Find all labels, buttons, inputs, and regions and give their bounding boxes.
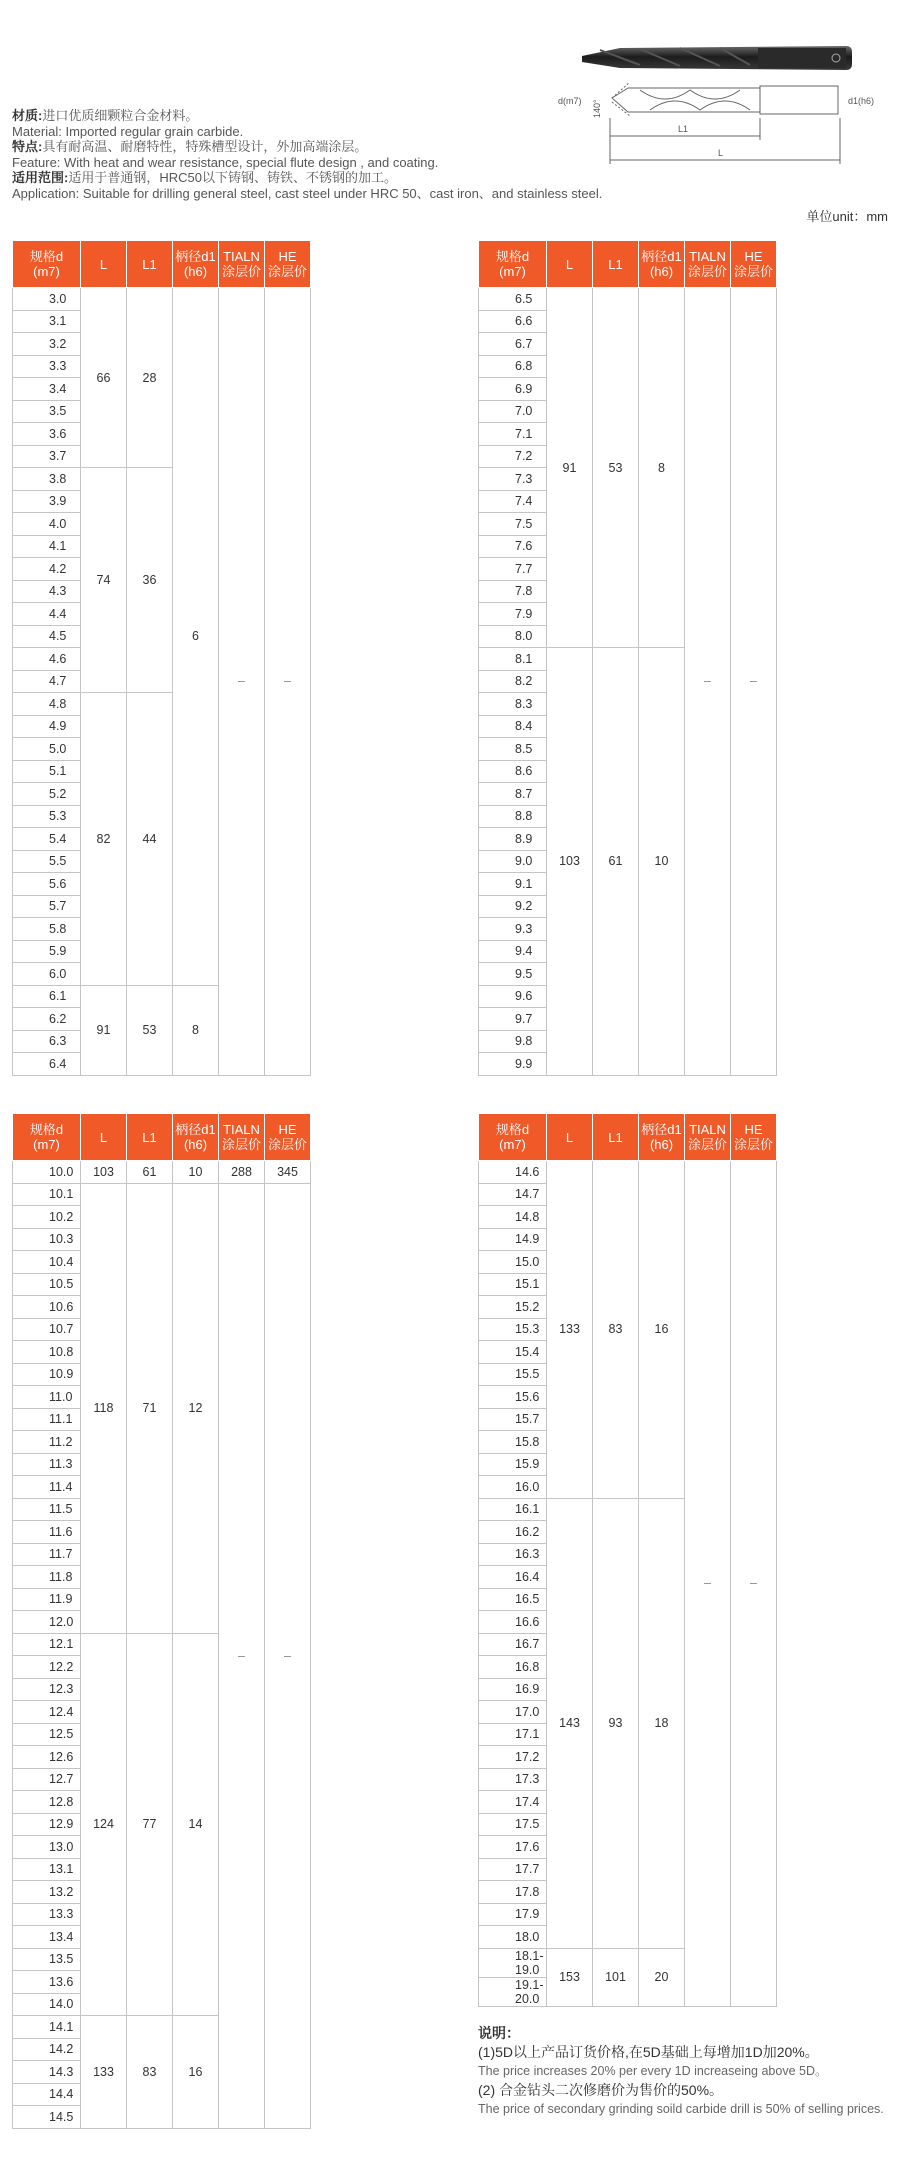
spec-table-2 — [478, 240, 777, 1076]
diameter-cell: 11.0 — [13, 1386, 81, 1409]
col-header — [639, 241, 685, 288]
col-header-line: (h6) — [649, 1137, 674, 1152]
flute-length-cell: 53 — [593, 288, 639, 648]
flute-length-cell: 53 — [127, 985, 173, 1075]
col-header — [127, 1114, 173, 1161]
diameter-cell: 18.1-19.0 — [479, 1948, 547, 1977]
diameter-cell: 9.2 — [479, 895, 547, 918]
spec-table-4 — [478, 1113, 777, 2007]
diameter-cell: 8.6 — [479, 760, 547, 783]
diameter-cell: 7.0 — [479, 400, 547, 423]
col-header-line: (h6) — [183, 264, 208, 279]
col-header-line: (m7) — [33, 1137, 60, 1152]
diameter-cell: 17.8 — [479, 1881, 547, 1904]
col-header-line: (h6) — [183, 1137, 208, 1152]
col-header-line: 规格d — [495, 249, 530, 264]
diameter-cell: 7.8 — [479, 580, 547, 603]
table-row — [479, 1161, 777, 1184]
diameter-cell: 14.2 — [13, 2038, 81, 2061]
diameter-cell: 13.6 — [13, 1971, 81, 1994]
col-header-line: 规格d — [495, 1122, 530, 1137]
diameter-cell: 8.2 — [479, 670, 547, 693]
flute-length-cell: 83 — [127, 2016, 173, 2129]
diameter-cell: 8.0 — [479, 625, 547, 648]
diameter-cell: 16.3 — [479, 1543, 547, 1566]
length-cell: 103 — [81, 1161, 127, 1184]
diameter-cell: 14.8 — [479, 1206, 547, 1229]
col-header-line: HE — [744, 1122, 763, 1137]
col-header-line: HE — [278, 1122, 297, 1137]
col-header-line: L1 — [142, 1129, 157, 1145]
diameter-cell: 3.4 — [13, 378, 81, 401]
col-header-line: L1 — [608, 256, 623, 272]
diameter-cell: 16.8 — [479, 1656, 547, 1679]
diameter-cell: 15.3 — [479, 1318, 547, 1341]
diameter-cell: 12.6 — [13, 1746, 81, 1769]
diameter-cell: 17.0 — [479, 1701, 547, 1724]
diameter-cell: 10.1 — [13, 1183, 81, 1206]
note-1-en: The price increases 20% per every 1D increaseing above 5D。 — [478, 2064, 828, 2078]
diameter-cell: 15.5 — [479, 1363, 547, 1386]
diameter-cell: 9.6 — [479, 985, 547, 1008]
diameter-cell: 8.7 — [479, 783, 547, 806]
application-cn: 适用于普通钢，HRC50以下铸钢、铸铁、不锈钢的加工。 — [68, 170, 397, 185]
diameter-cell: 10.0 — [13, 1161, 81, 1184]
note-2-cn: (2) 合金钻头二次修磨价为售价的50%。 — [478, 2082, 724, 2098]
diameter-cell: 12.7 — [13, 1768, 81, 1791]
col-header-line: 涂层价 — [267, 1137, 307, 1152]
col-header — [173, 241, 219, 288]
shank-cell: 16 — [173, 2016, 219, 2129]
diameter-cell: 15.4 — [479, 1341, 547, 1364]
diameter-cell: 4.2 — [13, 558, 81, 581]
diameter-cell: 8.8 — [479, 805, 547, 828]
col-header-line: 涂层价 — [221, 264, 261, 279]
diameter-cell: 12.4 — [13, 1701, 81, 1724]
shank-cell: 16 — [639, 1161, 685, 1499]
diameter-cell: 11.1 — [13, 1408, 81, 1431]
flute-length-cell: 71 — [127, 1183, 173, 1633]
length-cell: 118 — [81, 1183, 127, 1633]
notes-title: 说明： — [478, 2025, 520, 2041]
tialn-price-cell: – — [685, 1161, 731, 2007]
diameter-cell: 8.9 — [479, 828, 547, 851]
col-header — [219, 241, 265, 288]
feature-cn: 具有耐高温、耐磨特性，特殊槽型设计，外加高端涂层。 — [42, 139, 368, 154]
diameter-cell: 15.1 — [479, 1273, 547, 1296]
diameter-cell: 9.3 — [479, 918, 547, 941]
table-row — [13, 1161, 311, 1184]
col-header-line: 柄径d1 — [641, 1122, 682, 1137]
col-header-line: L — [565, 256, 574, 272]
diameter-cell: 6.0 — [13, 963, 81, 986]
diameter-cell: 8.1 — [479, 648, 547, 671]
he-price-cell: – — [265, 1183, 311, 2128]
diameter-cell: 15.6 — [479, 1386, 547, 1409]
diameter-cell: 14.7 — [479, 1183, 547, 1206]
table-row — [13, 1183, 311, 1206]
diameter-cell: 7.6 — [479, 535, 547, 558]
diameter-cell: 6.7 — [479, 333, 547, 356]
diameter-cell: 5.0 — [13, 738, 81, 761]
diameter-cell: 4.5 — [13, 625, 81, 648]
notes — [478, 2024, 898, 2119]
diameter-cell: 17.1 — [479, 1723, 547, 1746]
col-header-line: 规格d — [29, 249, 64, 264]
diameter-cell: 17.5 — [479, 1813, 547, 1836]
col-header — [685, 1114, 731, 1161]
flute-length-cell: 61 — [593, 648, 639, 1076]
tialn-price-cell: – — [219, 288, 265, 1076]
col-header-line: 涂层价 — [687, 264, 727, 279]
flute-length-cell: 101 — [593, 1948, 639, 2006]
diameter-cell: 5.8 — [13, 918, 81, 941]
diameter-cell: 8.3 — [479, 693, 547, 716]
diameter-cell: 4.4 — [13, 603, 81, 626]
diameter-cell: 9.9 — [479, 1053, 547, 1076]
material-cn: 进口优质细颗粒合金材料。 — [42, 108, 199, 123]
material-label: 材质: — [12, 108, 43, 123]
diameter-cell: 11.2 — [13, 1431, 81, 1454]
shank-cell: 6 — [173, 288, 219, 986]
col-header — [731, 1114, 777, 1161]
diameter-cell: 16.0 — [479, 1476, 547, 1499]
diameter-cell: 9.5 — [479, 963, 547, 986]
length-cell: 82 — [81, 693, 127, 986]
col-header — [547, 1114, 593, 1161]
diameter-cell: 15.8 — [479, 1431, 547, 1454]
col-header-line: 规格d — [29, 1122, 64, 1137]
diameter-cell: 6.1 — [13, 985, 81, 1008]
diameter-cell: 10.8 — [13, 1341, 81, 1364]
diameter-cell: 10.2 — [13, 1206, 81, 1229]
diameter-cell: 6.9 — [479, 378, 547, 401]
shank-cell: 8 — [173, 985, 219, 1075]
diameter-cell: 12.1 — [13, 1633, 81, 1656]
diameter-cell: 3.3 — [13, 355, 81, 378]
col-header — [547, 241, 593, 288]
diameter-cell: 16.1 — [479, 1498, 547, 1521]
col-header — [639, 1114, 685, 1161]
flute-length-cell: 83 — [593, 1161, 639, 1499]
spec-table-1 — [12, 240, 311, 1076]
diameter-cell: 16.6 — [479, 1611, 547, 1634]
diameter-cell: 9.7 — [479, 1008, 547, 1031]
length-cell: 66 — [81, 288, 127, 468]
l-label: L — [718, 148, 724, 158]
col-header — [127, 241, 173, 288]
diameter-cell: 16.4 — [479, 1566, 547, 1589]
flute-length-cell: 77 — [127, 1633, 173, 2016]
diameter-cell: 16.2 — [479, 1521, 547, 1544]
diameter-cell: 12.0 — [13, 1611, 81, 1634]
diameter-cell: 10.9 — [13, 1363, 81, 1386]
flute-length-cell: 44 — [127, 693, 173, 986]
diameter-cell: 6.2 — [13, 1008, 81, 1031]
tialn-price-cell: 288 — [219, 1161, 265, 1184]
table-row — [479, 288, 777, 311]
col-header — [173, 1114, 219, 1161]
shank-cell: 14 — [173, 1633, 219, 2016]
diameter-cell: 7.9 — [479, 603, 547, 626]
length-cell: 153 — [547, 1948, 593, 2006]
col-header-line: HE — [744, 249, 763, 264]
length-cell: 91 — [81, 985, 127, 1075]
diameter-cell: 15.2 — [479, 1296, 547, 1319]
col-header-line: (m7) — [33, 264, 60, 279]
he-price-cell: – — [731, 1161, 777, 2007]
diameter-cell: 14.3 — [13, 2061, 81, 2084]
diameter-cell: 11.7 — [13, 1543, 81, 1566]
diameter-cell: 14.6 — [479, 1161, 547, 1184]
col-header — [593, 241, 639, 288]
diameter-cell: 3.0 — [13, 288, 81, 311]
col-header-line: TIALN — [689, 1122, 726, 1137]
diameter-cell: 16.9 — [479, 1678, 547, 1701]
diameter-cell: 14.9 — [479, 1228, 547, 1251]
diameter-cell: 5.1 — [13, 760, 81, 783]
shank-cell: 20 — [639, 1948, 685, 2006]
col-header — [81, 1114, 127, 1161]
diameter-cell: 9.8 — [479, 1030, 547, 1053]
col-header — [731, 241, 777, 288]
angle-label: 140° — [592, 99, 602, 118]
col-header-line: (h6) — [649, 264, 674, 279]
diameter-cell: 7.7 — [479, 558, 547, 581]
flute-length-cell: 93 — [593, 1498, 639, 1948]
l1-label: L1 — [678, 124, 689, 134]
diameter-cell: 12.5 — [13, 1723, 81, 1746]
diameter-cell: 5.4 — [13, 828, 81, 851]
flute-length-cell: 36 — [127, 468, 173, 693]
diameter-cell: 10.7 — [13, 1318, 81, 1341]
application-en: Application: Suitable for drilling general steel, cast steel under HRC 50、cast iron、and stainless steel. — [12, 185, 603, 201]
diameter-cell: 14.0 — [13, 1993, 81, 2016]
diameter-cell: 5.6 — [13, 873, 81, 896]
col-header-line: (m7) — [499, 264, 526, 279]
diameter-cell: 10.6 — [13, 1296, 81, 1319]
diameter-cell: 17.2 — [479, 1746, 547, 1769]
diameter-cell: 6.6 — [479, 310, 547, 333]
diameter-cell: 7.3 — [479, 468, 547, 491]
diameter-cell: 10.5 — [13, 1273, 81, 1296]
table-row — [13, 288, 311, 311]
length-cell: 103 — [547, 648, 593, 1076]
shank-cell: 10 — [173, 1161, 219, 1184]
diameter-cell: 6.5 — [479, 288, 547, 311]
note-2-en: The price of secondary grinding soild carbide drill is 50% of selling prices. — [478, 2102, 884, 2116]
col-header — [13, 1114, 81, 1161]
spec-table-3 — [12, 1113, 311, 2129]
he-price-cell: 345 — [265, 1161, 311, 1184]
tialn-price-cell: – — [219, 1183, 265, 2128]
diameter-cell: 4.1 — [13, 535, 81, 558]
diameter-cell: 14.1 — [13, 2016, 81, 2039]
shank-cell: 8 — [639, 288, 685, 648]
diameter-cell: 14.4 — [13, 2083, 81, 2106]
diameter-cell: 6.4 — [13, 1053, 81, 1076]
material-en: Material: Imported regular grain carbide. — [12, 123, 244, 139]
diameter-cell: 11.4 — [13, 1476, 81, 1499]
col-header-line: 涂层价 — [221, 1137, 261, 1152]
diameter-cell: 15.7 — [479, 1408, 547, 1431]
note-1-cn: (1)5D以上产品订货价格,在5D基础上每增加1D加20%。 — [478, 2044, 819, 2060]
diameter-cell: 18.0 — [479, 1926, 547, 1949]
diameter-cell: 10.3 — [13, 1228, 81, 1251]
diameter-cell: 6.3 — [13, 1030, 81, 1053]
diameter-cell: 13.1 — [13, 1858, 81, 1881]
length-cell: 91 — [547, 288, 593, 648]
drill-line-drawing-icon — [610, 82, 900, 164]
diameter-cell: 3.7 — [13, 445, 81, 468]
diameter-cell: 3.1 — [13, 310, 81, 333]
feature-label: 特点: — [12, 139, 43, 154]
col-header-line: 柄径d1 — [175, 249, 216, 264]
diameter-cell: 17.6 — [479, 1836, 547, 1859]
diameter-cell: 8.5 — [479, 738, 547, 761]
diameter-cell: 11.5 — [13, 1498, 81, 1521]
diameter-cell: 16.5 — [479, 1588, 547, 1611]
diameter-cell: 13.4 — [13, 1926, 81, 1949]
tialn-price-cell: – — [685, 288, 731, 1076]
col-header — [593, 1114, 639, 1161]
col-header — [685, 241, 731, 288]
diameter-cell: 11.3 — [13, 1453, 81, 1476]
diameter-cell: 17.7 — [479, 1858, 547, 1881]
diameter-cell: 13.5 — [13, 1948, 81, 1971]
diameter-cell: 15.0 — [479, 1251, 547, 1274]
diameter-cell: 5.5 — [13, 850, 81, 873]
drill-diagram — [500, 18, 900, 168]
diameter-cell: 3.2 — [13, 333, 81, 356]
diameter-cell: 12.3 — [13, 1678, 81, 1701]
diameter-cell: 10.4 — [13, 1251, 81, 1274]
col-header — [479, 1114, 547, 1161]
col-header-line: 涂层价 — [733, 1137, 773, 1152]
col-header-line: (m7) — [499, 1137, 526, 1152]
diameter-cell: 7.2 — [479, 445, 547, 468]
d1-label: d1(h6) — [848, 96, 875, 106]
diameter-cell: 3.9 — [13, 490, 81, 513]
diameter-cell: 9.1 — [479, 873, 547, 896]
diameter-cell: 11.6 — [13, 1521, 81, 1544]
diameter-cell: 3.5 — [13, 400, 81, 423]
col-header — [265, 1114, 311, 1161]
flute-length-cell: 28 — [127, 288, 173, 468]
col-header — [81, 241, 127, 288]
diameter-cell: 5.9 — [13, 940, 81, 963]
diameter-cell: 17.9 — [479, 1903, 547, 1926]
shank-cell: 12 — [173, 1183, 219, 1633]
diameter-cell: 15.9 — [479, 1453, 547, 1476]
unit-label: 单位unit：mm — [806, 209, 888, 224]
col-header — [479, 241, 547, 288]
diameter-cell: 13.0 — [13, 1836, 81, 1859]
col-header-line: L — [565, 1129, 574, 1145]
col-header-line: 柄径d1 — [175, 1122, 216, 1137]
diameter-cell: 3.6 — [13, 423, 81, 446]
diameter-cell: 4.0 — [13, 513, 81, 536]
feature-en: Feature: With heat and wear resistance, special flute design , and coating. — [12, 154, 439, 170]
diameter-cell: 7.1 — [479, 423, 547, 446]
d-label: d(m7) — [558, 96, 582, 106]
diameter-cell: 9.0 — [479, 850, 547, 873]
col-header-line: L1 — [142, 256, 157, 272]
shank-cell: 10 — [639, 648, 685, 1076]
diameter-cell: 4.6 — [13, 648, 81, 671]
col-header-line: 涂层价 — [687, 1137, 727, 1152]
diameter-cell: 12.9 — [13, 1813, 81, 1836]
diameter-cell: 5.2 — [13, 783, 81, 806]
col-header-line: L — [99, 256, 108, 272]
he-price-cell: – — [731, 288, 777, 1076]
diameter-cell: 8.4 — [479, 715, 547, 738]
length-cell: 133 — [547, 1161, 593, 1499]
col-header-line: 涂层价 — [733, 264, 773, 279]
diameter-cell: 12.2 — [13, 1656, 81, 1679]
shank-cell: 18 — [639, 1498, 685, 1948]
diameter-cell: 7.5 — [479, 513, 547, 536]
diameter-cell: 4.7 — [13, 670, 81, 693]
flute-length-cell: 61 — [127, 1161, 173, 1184]
diameter-cell: 5.3 — [13, 805, 81, 828]
diameter-cell: 19.1-20.0 — [479, 1977, 547, 2006]
diameter-cell: 5.7 — [13, 895, 81, 918]
col-header-line: 涂层价 — [267, 264, 307, 279]
length-cell: 74 — [81, 468, 127, 693]
col-header-line: L — [99, 1129, 108, 1145]
diameter-cell: 4.3 — [13, 580, 81, 603]
col-header-line: HE — [278, 249, 297, 264]
diameter-cell: 16.7 — [479, 1633, 547, 1656]
diameter-cell: 12.8 — [13, 1791, 81, 1814]
diameter-cell: 3.8 — [13, 468, 81, 491]
col-header-line: L1 — [608, 1129, 623, 1145]
diameter-cell: 7.4 — [479, 490, 547, 513]
diameter-cell: 4.9 — [13, 715, 81, 738]
col-header — [13, 241, 81, 288]
length-cell: 143 — [547, 1498, 593, 1948]
diameter-cell: 9.4 — [479, 940, 547, 963]
col-header-line: 柄径d1 — [641, 249, 682, 264]
col-header — [219, 1114, 265, 1161]
drill-photo-icon — [582, 46, 852, 70]
col-header-line: TIALN — [689, 249, 726, 264]
diameter-cell: 14.5 — [13, 2106, 81, 2129]
col-header-line: TIALN — [223, 249, 260, 264]
col-header — [265, 241, 311, 288]
col-header-line: TIALN — [223, 1122, 260, 1137]
diameter-cell: 13.2 — [13, 1881, 81, 1904]
diameter-cell: 6.8 — [479, 355, 547, 378]
diameter-cell: 17.4 — [479, 1791, 547, 1814]
diameter-cell: 13.3 — [13, 1903, 81, 1926]
diameter-cell: 11.9 — [13, 1588, 81, 1611]
diameter-cell: 17.3 — [479, 1768, 547, 1791]
diameter-cell: 4.8 — [13, 693, 81, 716]
application-label: 适用范围: — [12, 170, 69, 185]
diameter-cell: 11.8 — [13, 1566, 81, 1589]
he-price-cell: – — [265, 288, 311, 1076]
length-cell: 124 — [81, 1633, 127, 2016]
length-cell: 133 — [81, 2016, 127, 2129]
